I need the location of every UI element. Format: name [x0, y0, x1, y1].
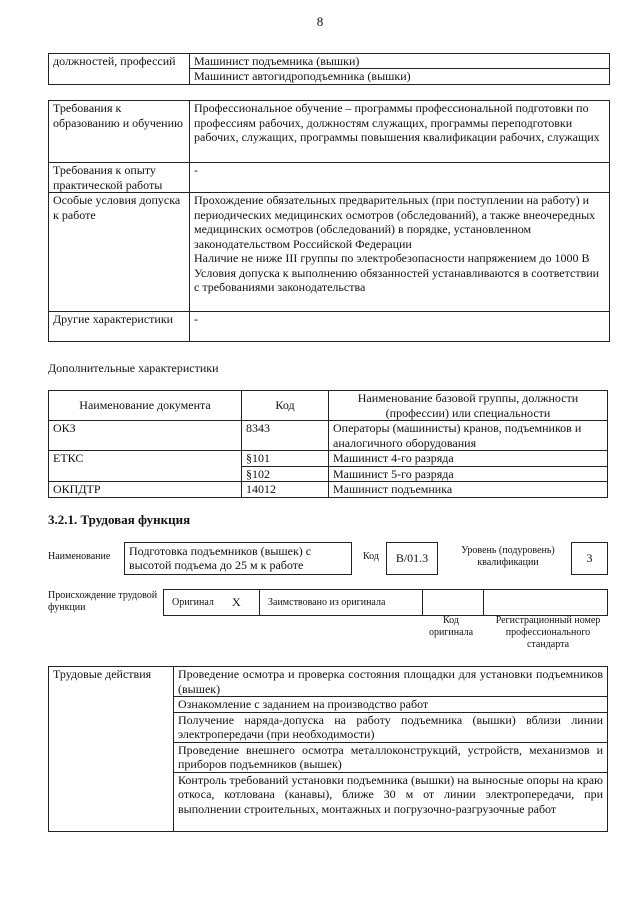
divider	[483, 590, 484, 615]
name-cell: Машинист 5-го разряда	[329, 466, 608, 482]
doc-cell: ОКЗ	[49, 421, 242, 451]
experience-value: -	[190, 163, 610, 193]
doc-cell: ЕТКС	[49, 451, 242, 482]
column-header: Код	[242, 391, 329, 421]
table-row	[49, 54, 610, 85]
table-row	[49, 421, 608, 451]
table-row	[49, 101, 610, 163]
experience-label: Требования к опыту практической работы	[49, 163, 190, 193]
code-cell: §102	[242, 466, 329, 482]
column-header: Наименование документа	[49, 391, 242, 421]
requirements-table	[48, 100, 610, 342]
table-row	[49, 193, 610, 312]
divider	[422, 590, 423, 615]
name-cell: Машинист 4-го разряда	[329, 451, 608, 467]
divider	[259, 590, 260, 615]
qualification-level-box: 3	[571, 542, 608, 575]
name-cell: Операторы (машинисты) кранов, подъемников и аналогичного оборудования	[329, 421, 608, 451]
labor-action: Проведение осмотра и проверка состояния площадки для установки подъемников (вышек)	[174, 667, 608, 697]
table-row	[49, 391, 608, 421]
labor-actions-table	[48, 666, 608, 832]
code-cell: §101	[242, 451, 329, 467]
table-row	[49, 482, 608, 498]
code-label: Код	[363, 551, 379, 562]
doc-cell: ОКПДТР	[49, 482, 242, 498]
original-mark: X	[232, 595, 241, 609]
labor-actions-label: Трудовые действия	[49, 667, 174, 832]
code-cell: 8343	[242, 421, 329, 451]
admission-value: Прохождение обязательных предварительных (при поступлении на работу) и периодических медицинских осмотров (обследований), а также внеочередных медицинских осмотров (обследований) в порядке, установленном законодательством Российской Федерации Наличие не ниже III группы по электробезопасности напряжением до 1000 В Условия допуска к выполнению обязанностей устанавливаются в соответствии с требованиями законодательства	[190, 193, 610, 312]
profession-name: Машинист подъемника (вышки)	[190, 54, 609, 69]
section-title: 3.2.1. Трудовая функция	[48, 512, 191, 527]
profession-names-table	[48, 53, 610, 85]
function-code-box: B/01.3	[386, 542, 438, 575]
original-label: Оригинал	[172, 597, 214, 608]
name-cell: Машинист подъемника	[329, 482, 608, 498]
column-header: Наименование базовой группы, должности (профессии) или специальности	[329, 391, 608, 421]
registration-number-caption: Регистрационный номер профессионального стандарта	[495, 615, 601, 650]
labor-action: Ознакомление с заданием на производство работ	[174, 697, 608, 713]
additional-characteristics-table	[48, 390, 608, 498]
origin-label: Происхождение трудовой функции	[48, 590, 158, 613]
other-label: Другие характеристики	[49, 312, 190, 342]
origin-box	[163, 589, 608, 616]
table-row	[49, 163, 610, 193]
qualification-level-label: Уровень (подуровень) квалификации	[461, 545, 555, 568]
table-row	[49, 667, 608, 697]
code-cell: 14012	[242, 482, 329, 498]
table-row	[49, 312, 610, 342]
admission-label: Особые условия допуска к работе	[49, 193, 190, 312]
table-row	[49, 451, 608, 467]
labor-action: Проведение внешнего осмотра металлоконструкций, устройств, механизмов и приборов подъемников (вышек)	[174, 742, 608, 772]
other-value: -	[190, 312, 610, 342]
original-code-caption: Код оригинала	[428, 615, 474, 638]
borrowed-label: Заимствовано из оригинала	[268, 597, 386, 608]
education-label: Требования к образованию и обучению	[49, 101, 190, 163]
professions-values	[190, 54, 610, 85]
education-value: Профессиональное обучение – программы профессиональной подготовки по профессиям рабочих, должностям служащих, программы переподготовки рабочих, служащих, программы повышения квалификации рабочих, служащих	[190, 101, 610, 163]
additional-title: Дополнительные характеристики	[48, 361, 219, 375]
professions-label: должностей, профессий	[49, 54, 190, 85]
page-number: 8	[316, 14, 324, 29]
name-label: Наименование	[48, 551, 111, 562]
profession-name: Машинист автогидроподъемника (вышки)	[194, 69, 411, 83]
labor-action: Контроль требований установки подъемника (вышки) на выносные опоры на краю откоса, котлована (канавы), ближе 30 м от линии электропередачи, при выполнении строительных, монтажных и погрузочно-разгрузочные работ	[174, 772, 608, 831]
labor-action: Получение наряда-допуска на работу подъемника (вышки) вблизи линии электропередачи (при необходимости)	[174, 712, 608, 742]
function-name-box: Подготовка подъемников (вышек) с высотой подъема до 25 м к работе	[124, 542, 352, 575]
